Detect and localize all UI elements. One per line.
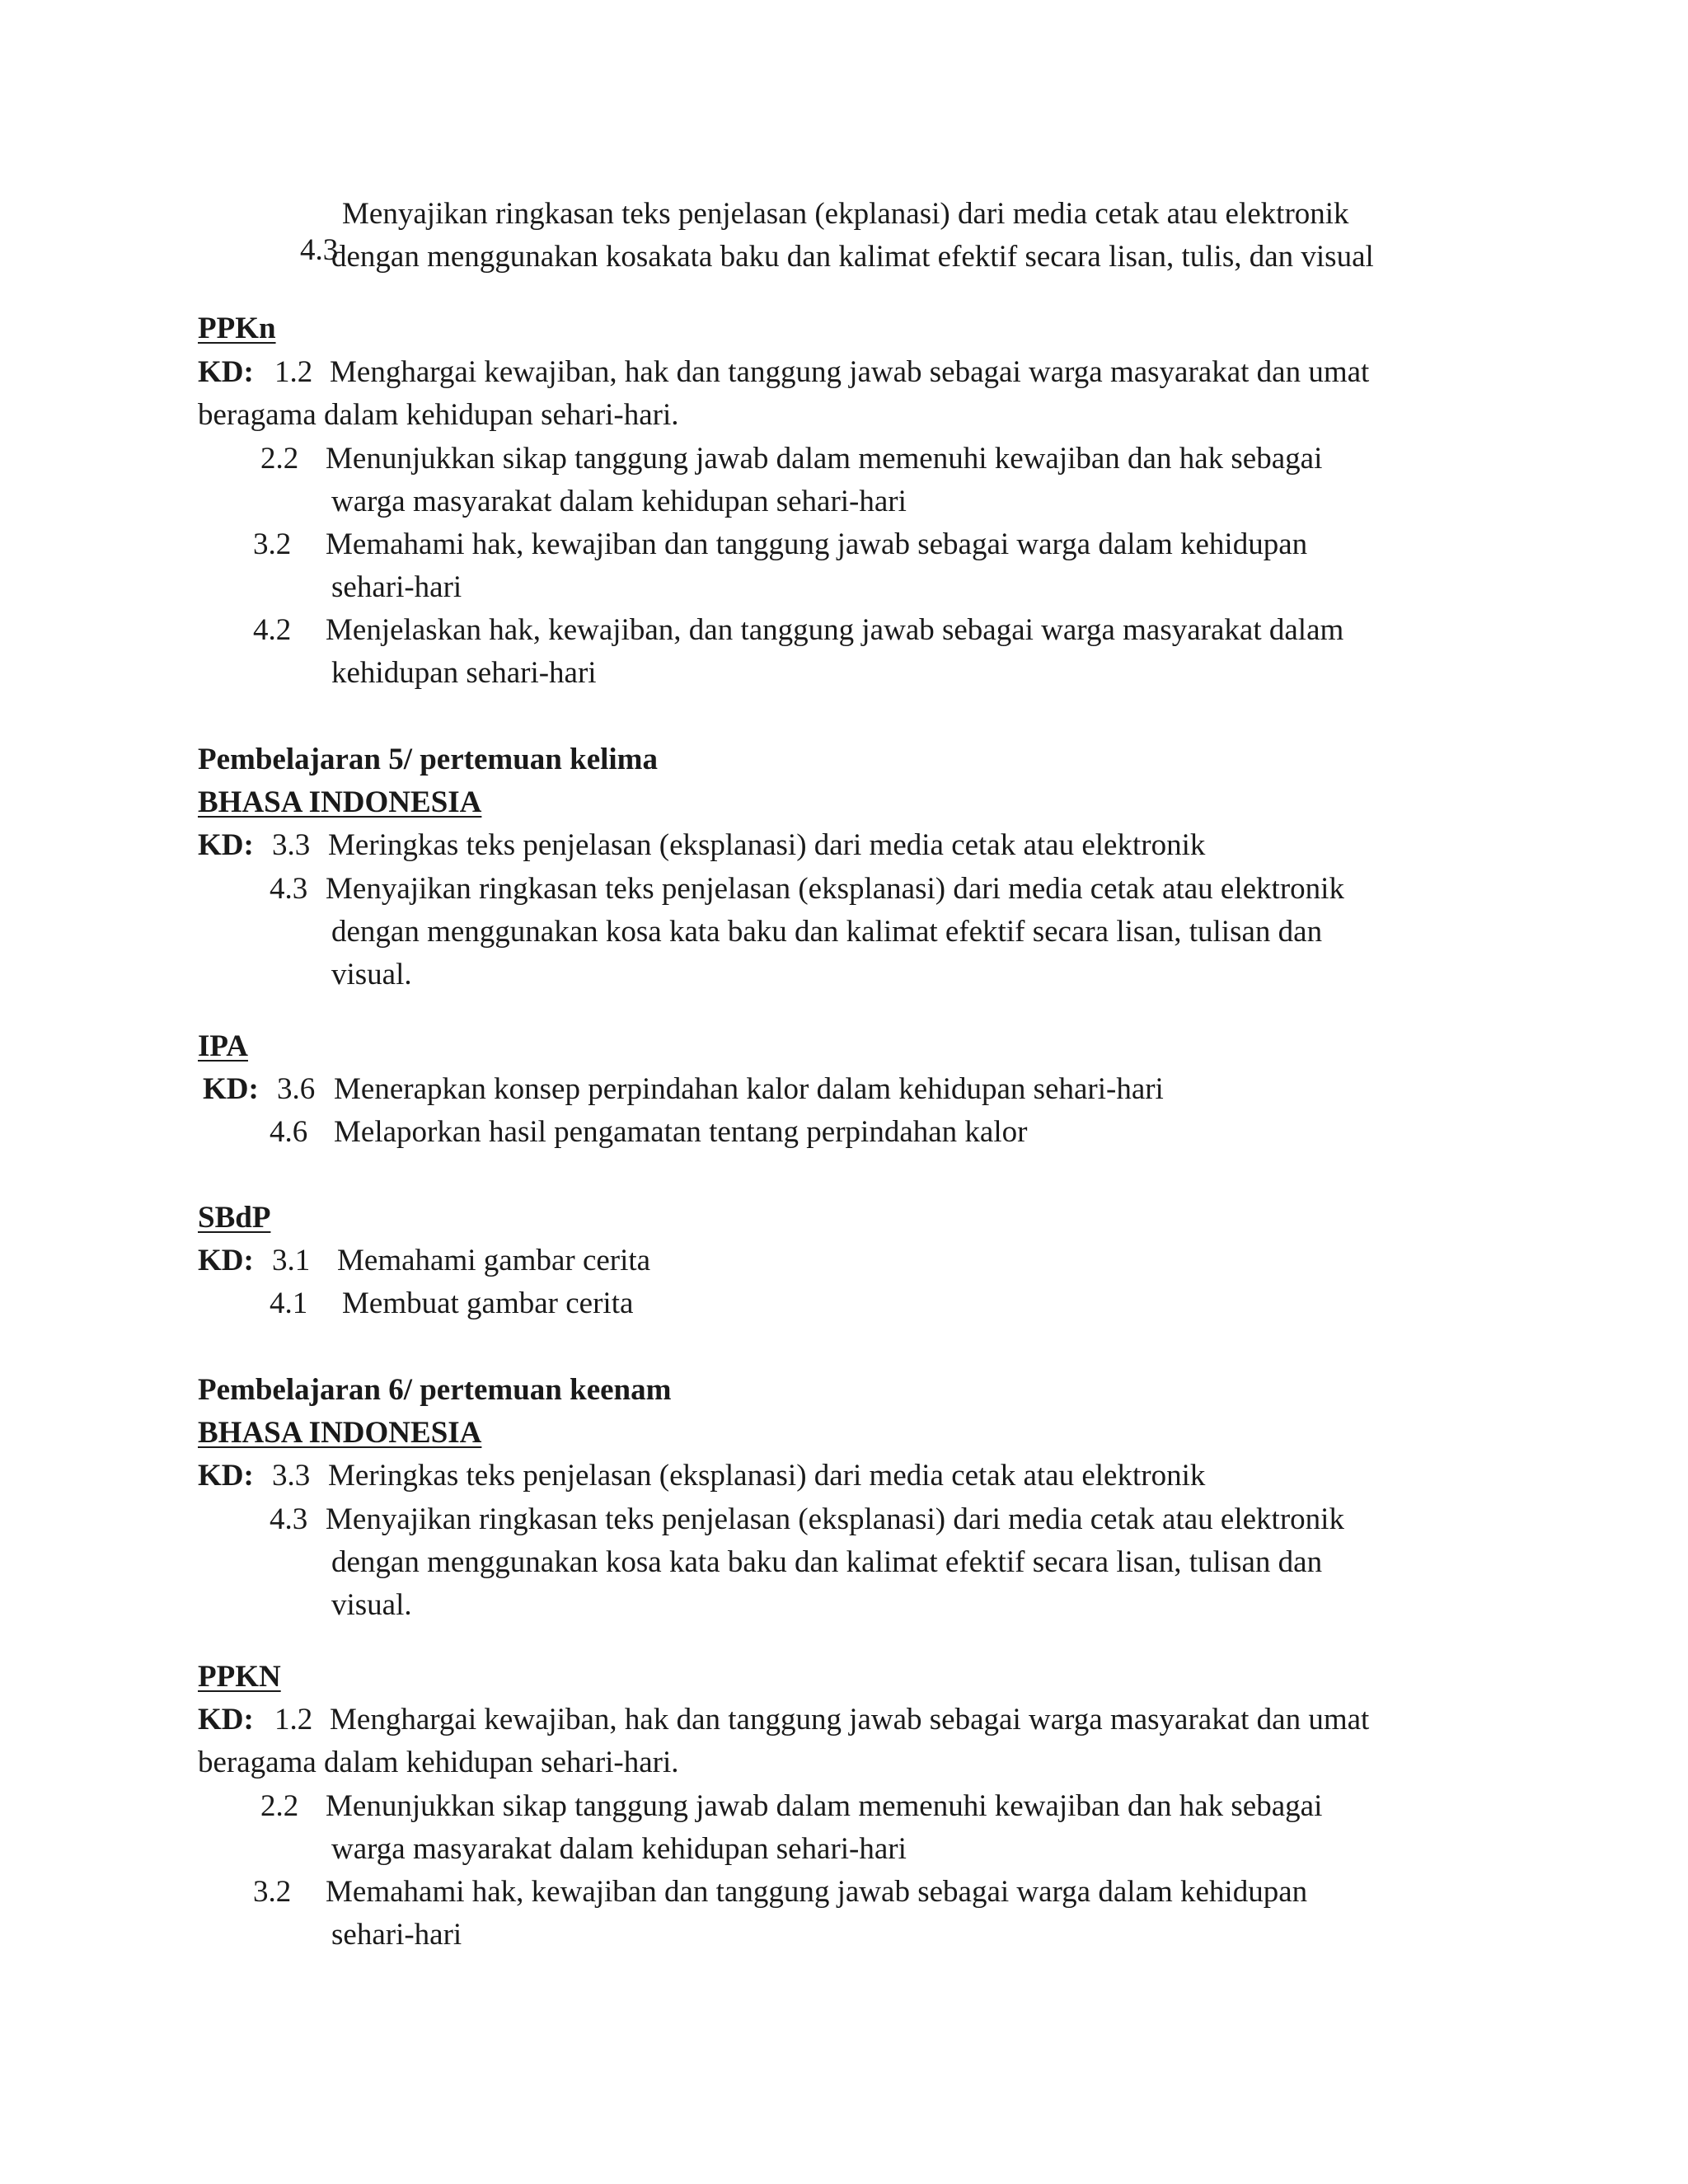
- kd-label: KD:: [198, 1244, 254, 1277]
- item-text: Menyajikan ringkasan teks penjelasan (eksplanasi) dari media cetak atau elektronik: [326, 1502, 1344, 1536]
- item-text: dengan menggunakan kosakata baku dan kalimat efektif secara lisan, tulis, dan visual: [331, 240, 1374, 274]
- section-heading: BHASA INDONESIA: [198, 785, 482, 819]
- item-text: Menyajikan ringkasan teks penjelasan (eksplanasi) dari media cetak atau elektronik: [326, 872, 1344, 906]
- kd-text: Menerapkan konsep perpindahan kalor dalam kehidupan sehari-hari: [334, 1072, 1164, 1106]
- item-number: 4.2: [253, 613, 292, 647]
- kd-number: 3.6: [277, 1072, 316, 1106]
- item-text: dengan menggunakan kosa kata baku dan kalimat efektif secara lisan, tulisan dan: [331, 1545, 1323, 1579]
- item-text: warga masyarakat dalam kehidupan sehari-hari: [331, 485, 907, 518]
- item-text: warga masyarakat dalam kehidupan sehari-hari: [331, 1832, 907, 1866]
- item-text: visual.: [331, 1588, 412, 1622]
- kd-label: KD:: [198, 828, 254, 862]
- item-text: sehari-hari: [331, 570, 462, 604]
- item-text: visual.: [331, 958, 412, 991]
- kd-text: Meringkas teks penjelasan (eksplanasi) dari media cetak atau elektronik: [328, 828, 1206, 862]
- kd-text: Menghargai kewajiban, hak dan tanggung jawab sebagai warga masyarakat dan umat: [330, 1703, 1370, 1736]
- item-number: 3.2: [253, 527, 292, 561]
- item-number: 4.3: [270, 1502, 308, 1536]
- lesson-title: Pembelajaran 6/ pertemuan keenam: [198, 1373, 672, 1407]
- section-heading: SBdP: [198, 1201, 271, 1235]
- section-heading: PPKN: [198, 1660, 281, 1694]
- kd-line: [198, 354, 254, 391]
- item-text: Memahami hak, kewajiban dan tanggung jawab sebagai warga dalam kehidupan: [326, 1875, 1308, 1909]
- item-number: 4.3: [300, 233, 339, 267]
- item-number: 3.2: [253, 1875, 292, 1909]
- kd-text: beragama dalam kehidupan sehari-hari.: [198, 1746, 679, 1779]
- item-text: Menjelaskan hak, kewajiban, dan tanggung jawab sebagai warga masyarakat dalam: [326, 613, 1344, 647]
- kd-text: Memahami gambar cerita: [337, 1244, 651, 1277]
- item-text: sehari-hari: [331, 1918, 462, 1952]
- item-number: 2.2: [260, 1789, 299, 1823]
- item-text: Menunjukkan sikap tanggung jawab dalam memenuhi kewajiban dan hak sebagai: [326, 1789, 1323, 1823]
- item-text: Menyajikan ringkasan teks penjelasan (ekplanasi) dari media cetak atau elektronik: [342, 197, 1349, 231]
- list-item: [270, 196, 338, 305]
- kd-number: 1.2: [274, 1703, 313, 1736]
- kd-text: beragama dalam kehidupan sehari-hari.: [198, 398, 679, 432]
- lesson-title: Pembelajaran 5/ pertemuan kelima: [198, 743, 658, 776]
- item-number: 4.6: [270, 1115, 308, 1149]
- item-number: 4.3: [270, 872, 308, 906]
- item-text: kehidupan sehari-hari: [331, 656, 597, 690]
- item-text: dengan menggunakan kosa kata baku dan kalimat efektif secara lisan, tulisan dan: [331, 915, 1323, 949]
- item-number: 2.2: [260, 442, 299, 476]
- kd-number: 3.1: [272, 1244, 311, 1277]
- section-heading: BHASA INDONESIA: [198, 1416, 482, 1450]
- kd-label: KD:: [203, 1072, 259, 1106]
- section-heading: PPKn: [198, 312, 276, 345]
- item-text: Melaporkan hasil pengamatan tentang perpindahan kalor: [334, 1115, 1028, 1149]
- kd-text: Meringkas teks penjelasan (eksplanasi) dari media cetak atau elektronik: [328, 1459, 1206, 1493]
- kd-number: 3.3: [272, 1459, 311, 1493]
- item-number: 4.1: [270, 1286, 308, 1320]
- kd-label: KD:: [198, 355, 254, 389]
- item-text: Menunjukkan sikap tanggung jawab dalam memenuhi kewajiban dan hak sebagai: [326, 442, 1323, 476]
- section-heading: IPA: [198, 1029, 248, 1063]
- kd-label: KD:: [198, 1459, 254, 1493]
- item-text: Memahami hak, kewajiban dan tanggung jawab sebagai warga dalam kehidupan: [326, 527, 1308, 561]
- kd-number: 1.2: [274, 355, 313, 389]
- kd-label: KD:: [198, 1703, 254, 1736]
- item-text: Membuat gambar cerita: [342, 1286, 634, 1320]
- kd-text: Menghargai kewajiban, hak dan tanggung jawab sebagai warga masyarakat dan umat: [330, 355, 1370, 389]
- kd-number: 3.3: [272, 828, 311, 862]
